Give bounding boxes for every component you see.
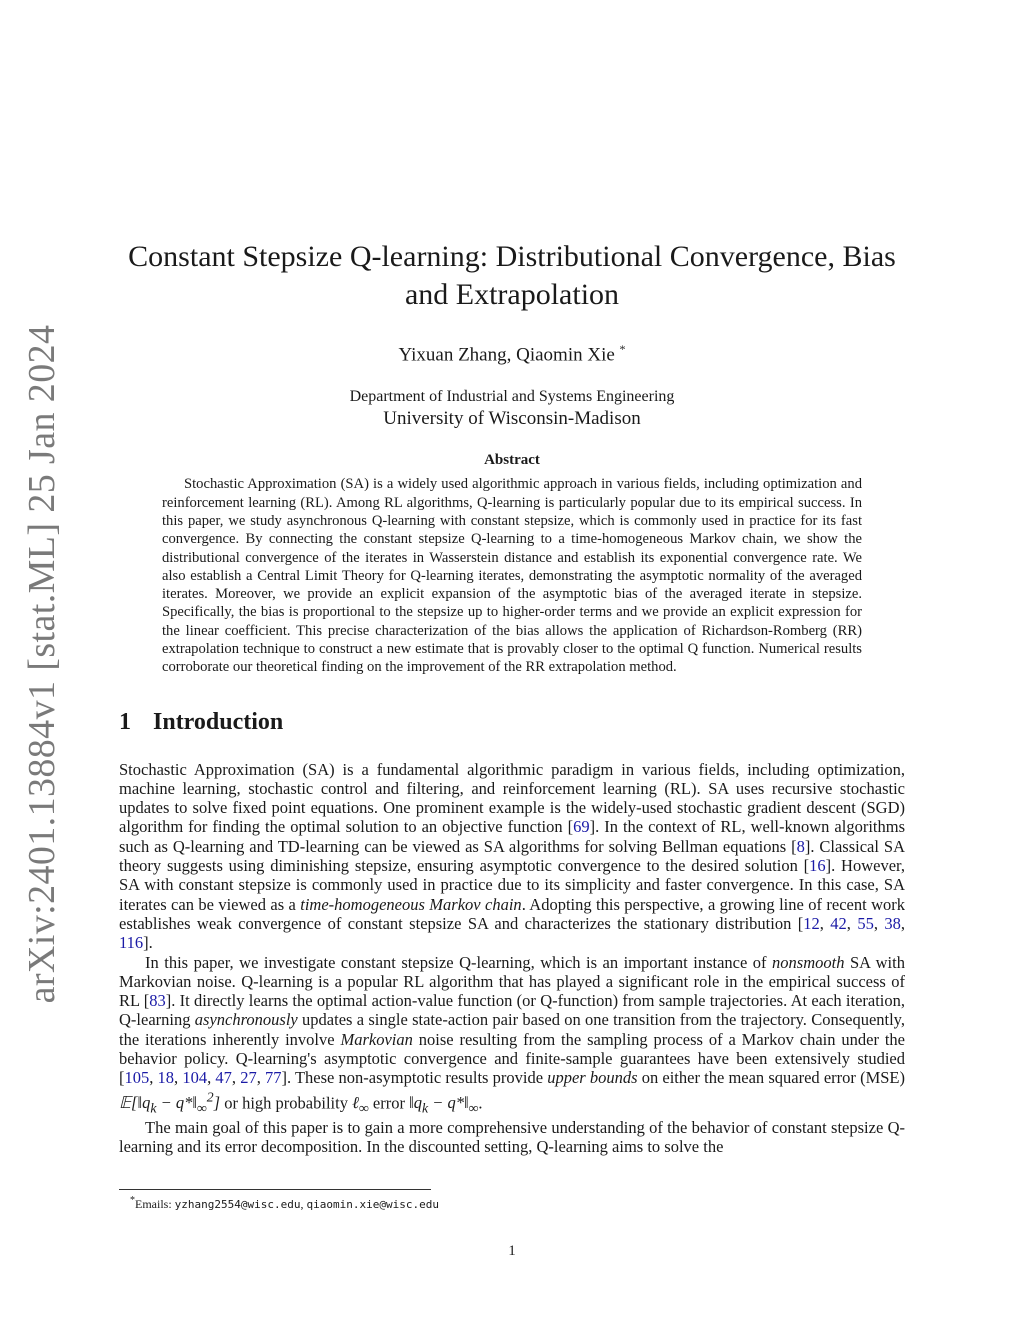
arxiv-stamp: arXiv:2401.13884v1 [stat.ML] 25 Jan 2024: [21, 324, 63, 1004]
citation-link[interactable]: 55: [857, 913, 874, 933]
math-mse: $𝔼[‖q_k$ − $q*‖_\infty^2$]: [119, 1089, 221, 1116]
author-names: Yixuan Zhang, Qiaomin Xie: [398, 344, 615, 366]
citation-link[interactable]: 69: [573, 817, 590, 837]
abstract-text: Stochastic Approximation (SA) is a widely used algorithmic approach in various fields, including optimization and reinforcement learning (RL). Among RL algorithms, Q-learning is particularly popular due to its empirical success. In this paper, we study asynchronous Q-learning with constant stepsize, which is commonly used in practice for its fast convergence. By connecting the constant stepsize Q-learning to a time-homogeneous Markov chain, we show the distributional convergence of the iterates in Wasserstein distance and establish its exponential convergence rate. We also establish a Central Limit Theory for Q-learning iterates, demonstrating the asymptotic normality of the averaged iterates. Moreover, we provide an explicit expansion of the asymptotic bias of the averaged iterate in stepsize. Specifically, the bias is proportional to the stepsize up to higher-order terms and we provide an explicit expression for the linear coefficient. This precise characterization of the bias allows the application of Richardson-Romberg (RR) extrapolation technique to construct a new estimate that is provably closer to the optimal Q function. Numerical results corroborate our theoretical finding on the improvement of the RR extrapolation method.: [162, 476, 862, 676]
intro-paragraph-2: In this paper, we investigate constant stepsize Q-learning, which is an important instance of nonsmooth SA with Markovian noise. Q-learning is a popular RL algorithm that has played a significant role in the empirical success of RL [83]. It directly learns the optimal action-value function (or Q-function) from sample trajectories. At each iteration, Q-learning asynchronously updates a single state-action pair based on one transition from the trajectory. Consequently, the iterations inherently involve Markovian noise resulting from the sampling process of a Markov chain under the behavior policy. Q-learning's asymptotic convergence and finite-sample guarantees have been extensively studied [105, 18, 104, 47, 27, 77]. These non-asymptotic results provide upper bounds on either the mean squared error (MSE) $𝔼[‖q_k$ − $q*‖_\infty^2$] or high probability ℓ$_\infty$ error $‖q_k$ − $q*‖_\infty$.: [119, 952, 906, 1116]
citation-link[interactable]: 8: [796, 836, 805, 856]
citation-link[interactable]: 47: [215, 1068, 232, 1088]
paper-page: [119, 238, 905, 1156]
citation-link[interactable]: 105: [124, 1068, 150, 1088]
section-heading: [119, 709, 905, 736]
citation-link[interactable]: 16: [809, 856, 826, 876]
affiliation-department: Department of Industrial and Systems Engineering: [349, 388, 675, 406]
math-l-infinity: ℓ$_\infty$: [352, 1093, 369, 1116]
intro-paragraph-3: The main goal of this paper is to gain a more comprehensive understanding of the behavior of constant stepsize Q-learning and its error decomposition. In the discounted setting, Q-learning aims to solve the: [119, 1117, 905, 1157]
page-number: 1: [508, 1243, 516, 1259]
section-number: 1: [119, 708, 131, 735]
citation-link[interactable]: 116: [119, 933, 144, 953]
paper-title: Constant Stepsize Q-learning: Distributional Convergence, Bias and Extrapolation: [128, 240, 896, 311]
footnote-divider: [119, 1189, 431, 1190]
affiliation-university: University of Wisconsin-Madison: [383, 408, 641, 430]
authors: [119, 342, 905, 366]
citation-link[interactable]: 104: [182, 1068, 208, 1088]
section-title: Introduction: [153, 708, 284, 735]
abstract-heading: Abstract: [484, 452, 540, 469]
author-footnote-mark[interactable]: *: [619, 342, 626, 356]
citation-link[interactable]: 27: [240, 1068, 257, 1088]
math-error-norm: $‖q_k$ − $q*‖_\infty$: [409, 1093, 479, 1116]
citation-link[interactable]: 18: [157, 1068, 175, 1088]
email-link[interactable]: qiaomin.xie@wisc.edu: [306, 1198, 439, 1211]
citation-link[interactable]: 38: [884, 913, 901, 933]
citation-link[interactable]: 12: [803, 913, 820, 933]
intro-paragraph-1: Stochastic Approximation (SA) is a fundamental algorithmic paradigm in various fields, including optimization, machine learning, stochastic control and filtering, and reinforcement learning (RL). SA uses recursive stochastic updates to solve fixed point equations. One prominent example is the widely-used stochastic gradient descent (SGD) algorithm for finding the optimal solution to an objective function [69]. In the context of RL, well-known algorithms such as Q-learning and TD-learning can be viewed as SA algorithms for solving Bellman equations [8]. Classical SA theory suggests using diminishing stepsize, ensuring asymptotic convergence to the desired solution [16]. However, SA with constant stepsize is commonly used in practice due to its simplicity and faster convergence. In this case, SA iterates can be viewed as a time-homogeneous Markov chain. Adopting this perspective, a growing line of recent work establishes weak convergence of constant stepsize SA and characterizes the stationary distribution [12, 42, 55, 38, 116].: [119, 759, 906, 953]
citation-link[interactable]: 77: [264, 1068, 282, 1088]
footnote: *Emails: yzhang2554@wisc.edu, qiaomin.xie@wisc.edu: [130, 1195, 439, 1211]
email-link[interactable]: yzhang2554@wisc.edu: [174, 1198, 301, 1211]
citation-link[interactable]: 42: [830, 913, 847, 933]
citation-link[interactable]: 83: [149, 991, 166, 1011]
